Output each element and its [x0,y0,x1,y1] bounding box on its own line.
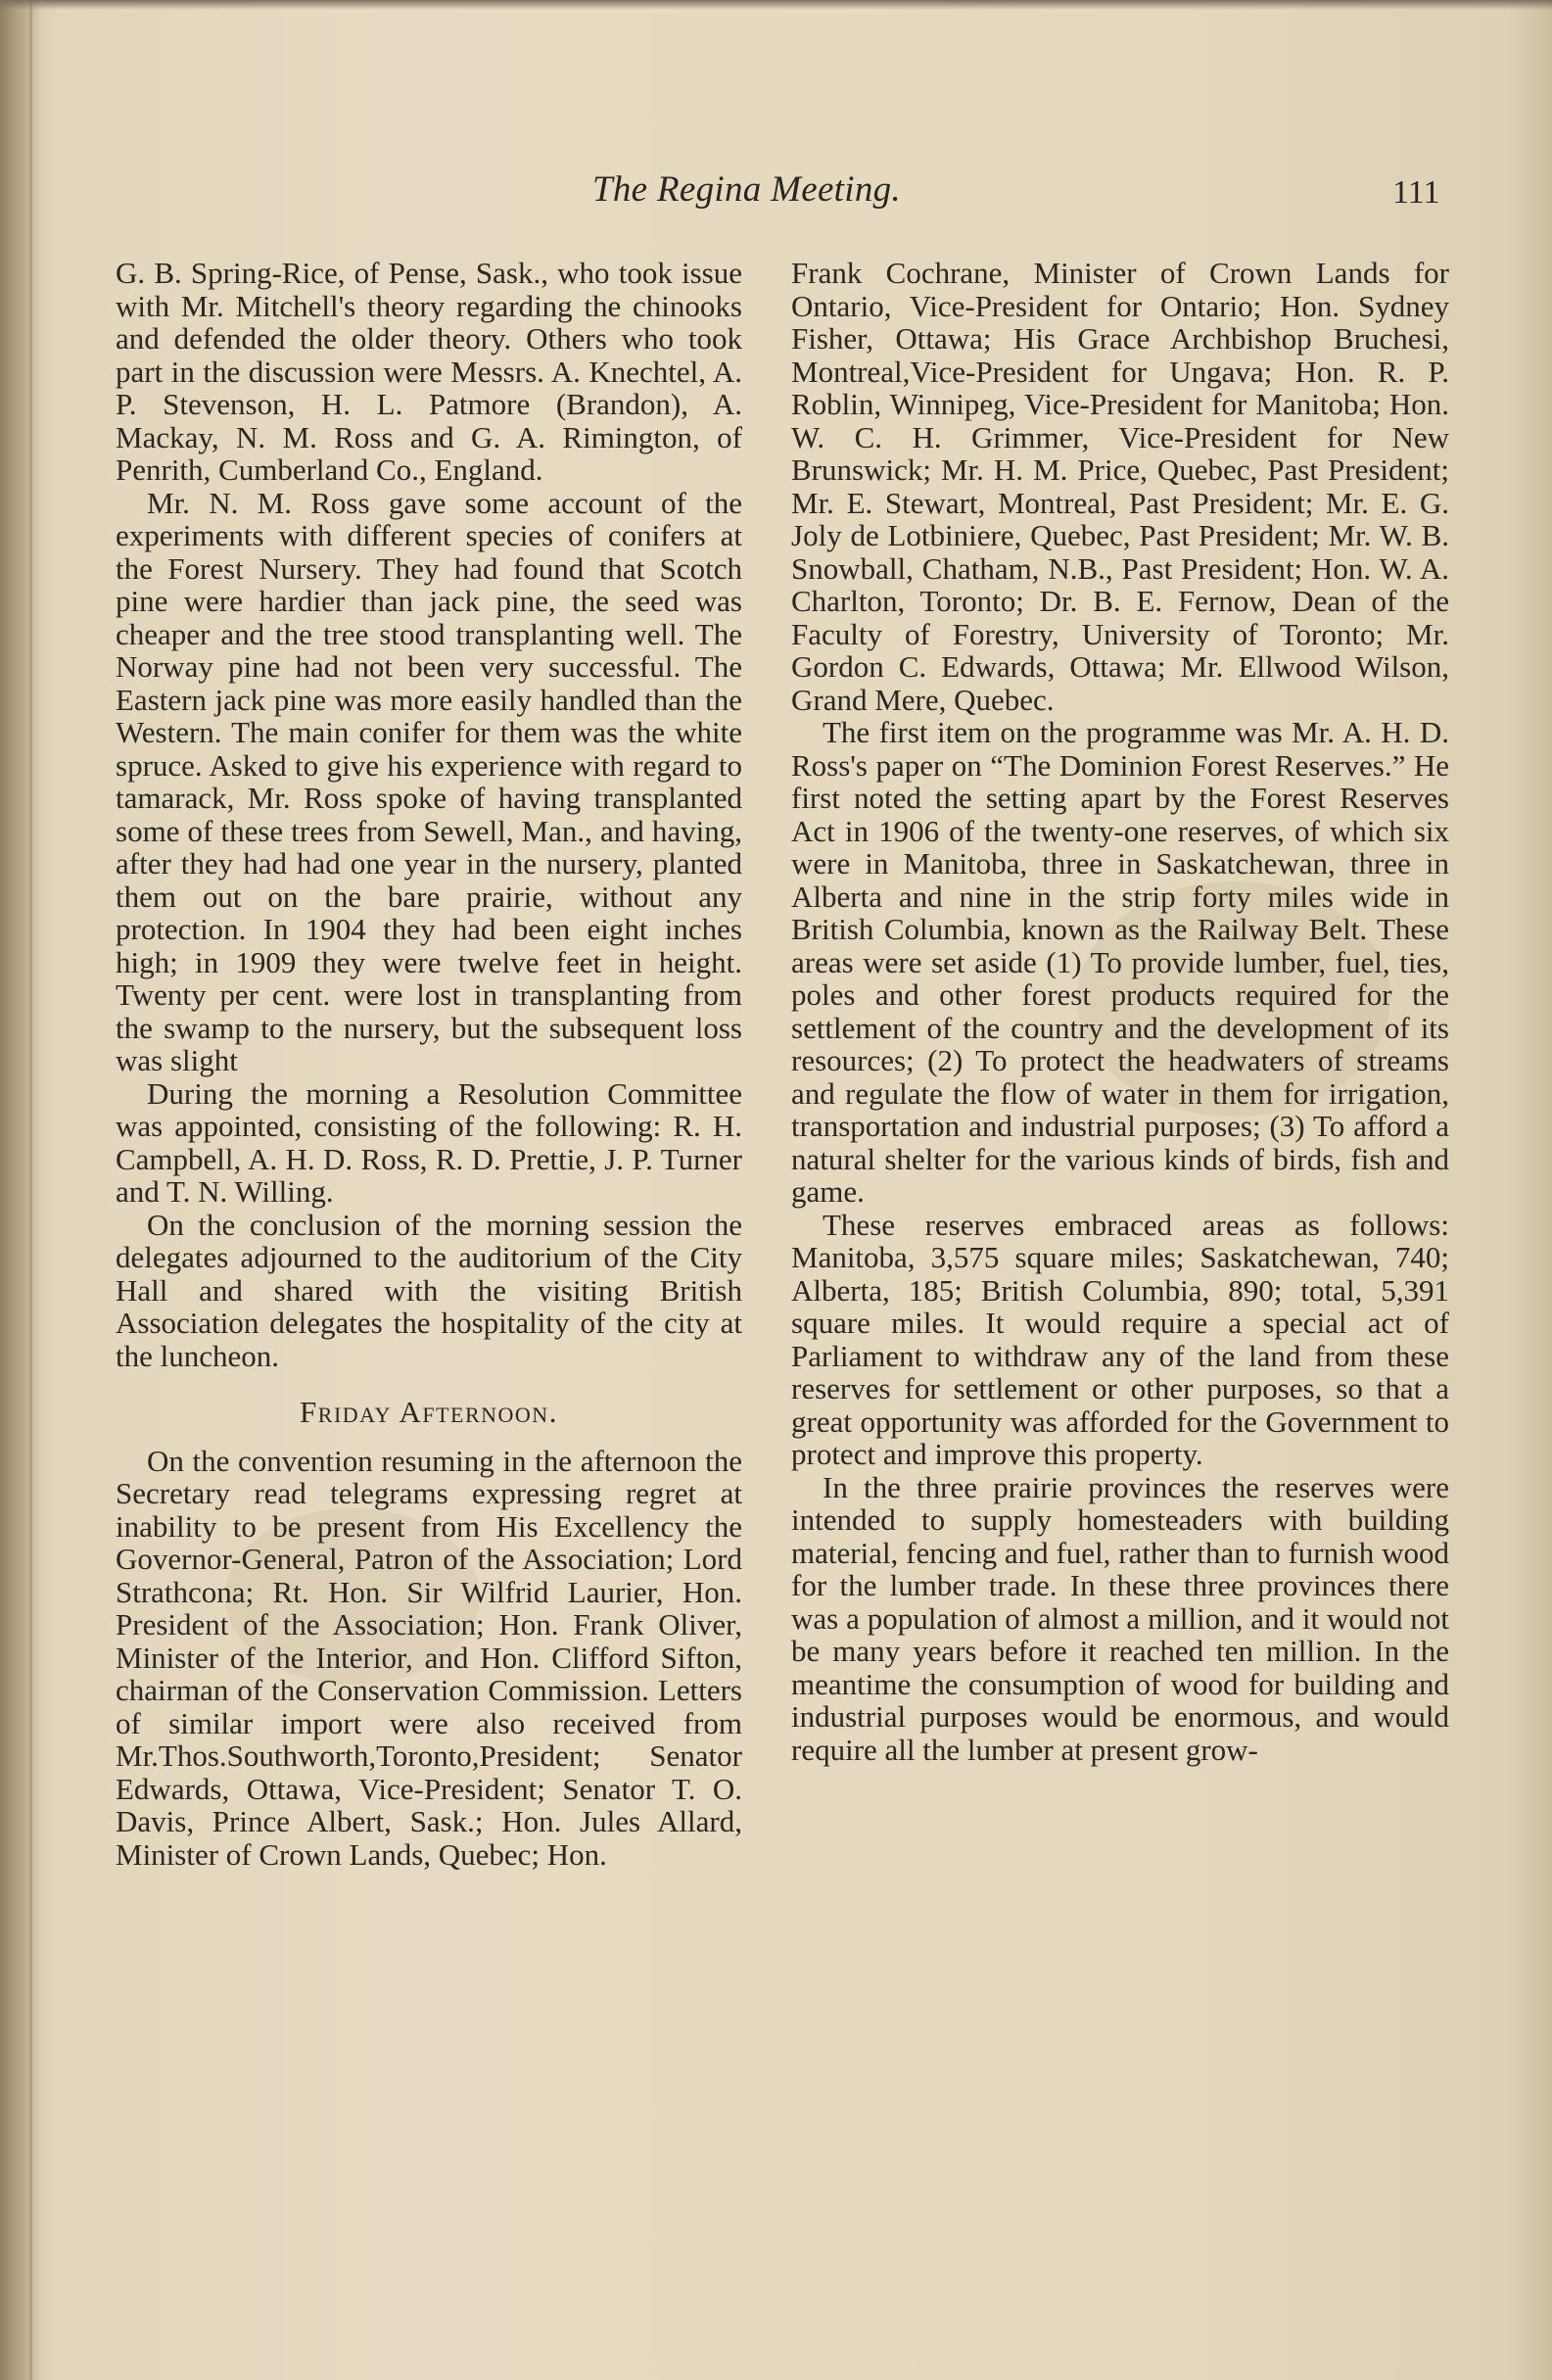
page-binding-shadow [0,0,41,2380]
left-column [116,257,742,1871]
paragraph: In the three prairie provinces the reserves were intended to supply homesteaders with building material, fencing and fuel, rather than to furnish wood for the lumber trade. In these three provinces there was a population of almost a million, and it would not be many years before it reached ten million. In the meantime the consumption of wood for building and industrial purposes would be enormous, and would require all the lumber at present grow- [791,1469,1449,1767]
paragraph: G. B. Spring-Rice, of Pense, Sask., who took issue with Mr. Mitchell's theory regarding the chinooks and defended the older theory. Others who took part in the discussion were Messrs. A. Knechtel, A. P. Stevenson, H. L. Patmore (Brandon), A. Mackay, N. M. Ross and G. A. Rimington, of Penrith, Cumberland Co., England. [116,256,742,487]
page-binding-edge [29,0,32,2380]
running-head-title: The Regina Meeting. [592,169,901,210]
page-number: 111 [1392,174,1440,211]
paragraph: The first item on the programme was Mr. A. H. D. Ross's paper on “The Dominion Forest Reserves.” He first noted the setting apart by the Forest Reserves Act in 1906 of the twenty-one reserves, of which six were in Manitoba, three in Saskatchewan, three in Alberta and nine in the strip forty miles wide in British Columbia, known as the Railway Belt. These areas were set aside (1) To provide lumber, fuel, ties, poles and other forest products required for the settlement of the country and the development of its resources; (2) To protect the headwaters of streams and regulate the flow of water in them for irrigation, transportation and industrial purposes; (3) To afford a natural shelter for the various kinds of birds, fish and game. [791,715,1449,1209]
paragraph: Mr. N. M. Ross gave some account of the experiments with different species of conifers at the Forest Nursery. They had found that Scotch pine were hardier than jack pine, the seed was cheaper and the tree stood transplanting well. The Norway pine had not been very successful. The Eastern jack pine was more easily handled than the Western. The main conifer for them was the white spruce. Asked to give his experience with regard to tamarack, Mr. Ross spoke of having transplanted some of these trees from Sewell, Man., and having, after they had had one year in the nursery, planted them out on the bare prairie, without any protection. In 1904 they had been eight inches high; in 1909 they were twelve feet in height. Twenty per cent. were lost in transplanting from the swamp to the nursery, but the subsequent loss was slight [116,485,742,1077]
paragraph: On the conclusion of the morning session the delegates adjourned to the auditorium of the City Hall and shared with the visiting British Association delegates the hospitality of the city at the luncheon. [116,1207,742,1373]
running-head [0,165,1552,214]
page-top-edge [0,0,1552,10]
right-column [791,257,1449,1766]
section-heading: Friday Afternoon. [300,1395,558,1429]
paragraph: On the convention resuming in the afternoon the Secretary read telegrams expressing regret at inability to be present from His Excellency the Governor-General, Patron of the Association; Lord Strathcona; Rt. Hon. Sir Wilfrid Laurier, Hon. President of the Association; Hon. Frank Oliver, Minister of the Interior, and Hon. Clifford Sifton, chairman of the Conservation Commission. Letters of similar import were also received from Mr.Thos.Southworth,Toronto,President; Senator Edwards, Ottawa, Vice-President; Senator T. O. Davis, Prince Albert, Sask.; Hon. Jules Allard, Minister of Crown Lands, Quebec; Hon. [116,1443,742,1872]
paragraph: These reserves embraced areas as follows: Manitoba, 3,575 square miles; Saskatchewan, 740; Alberta, 185; British Columbia, 890; total, 5,391 square miles. It would require a special act of Parliament to withdraw any of the land from these reserves for settlement or other purposes, so that a great opportunity was afforded for the Government to protect and improve this property. [791,1207,1449,1471]
paragraph: During the morning a Resolution Committee was appointed, consisting of the following: R. H. Campbell, A. H. D. Ross, R. D. Prettie, J. P. Turner and T. N. Willing. [116,1075,742,1209]
paragraph: Frank Cochrane, Minister of Crown Lands for Ontario, Vice-President for Ontario; Hon. Sydney Fisher, Ottawa; His Grace Archbishop Bruchesi, Montreal,Vice-President for Ungava; Hon. R. P. Roblin, Winnipeg, Vice-President for Manitoba; Hon. W. C. H. Grimmer, Vice-President for New Brunswick; Mr. H. M. Price, Quebec, Past President; Mr. E. Stewart, Montreal, Past President; Mr. E. G. Joly de Lotbiniere, Quebec, Past President; Mr. W. B. Snowball, Chatham, N.B., Past President; Hon. W. A. Charlton, Toronto; Dr. B. E. Fernow, Dean of the Faculty of Forestry, University of Toronto; Mr. Gordon C. Edwards, Ottawa; Mr. Ellwood Wilson, Grand Mere, Quebec. [791,256,1449,717]
